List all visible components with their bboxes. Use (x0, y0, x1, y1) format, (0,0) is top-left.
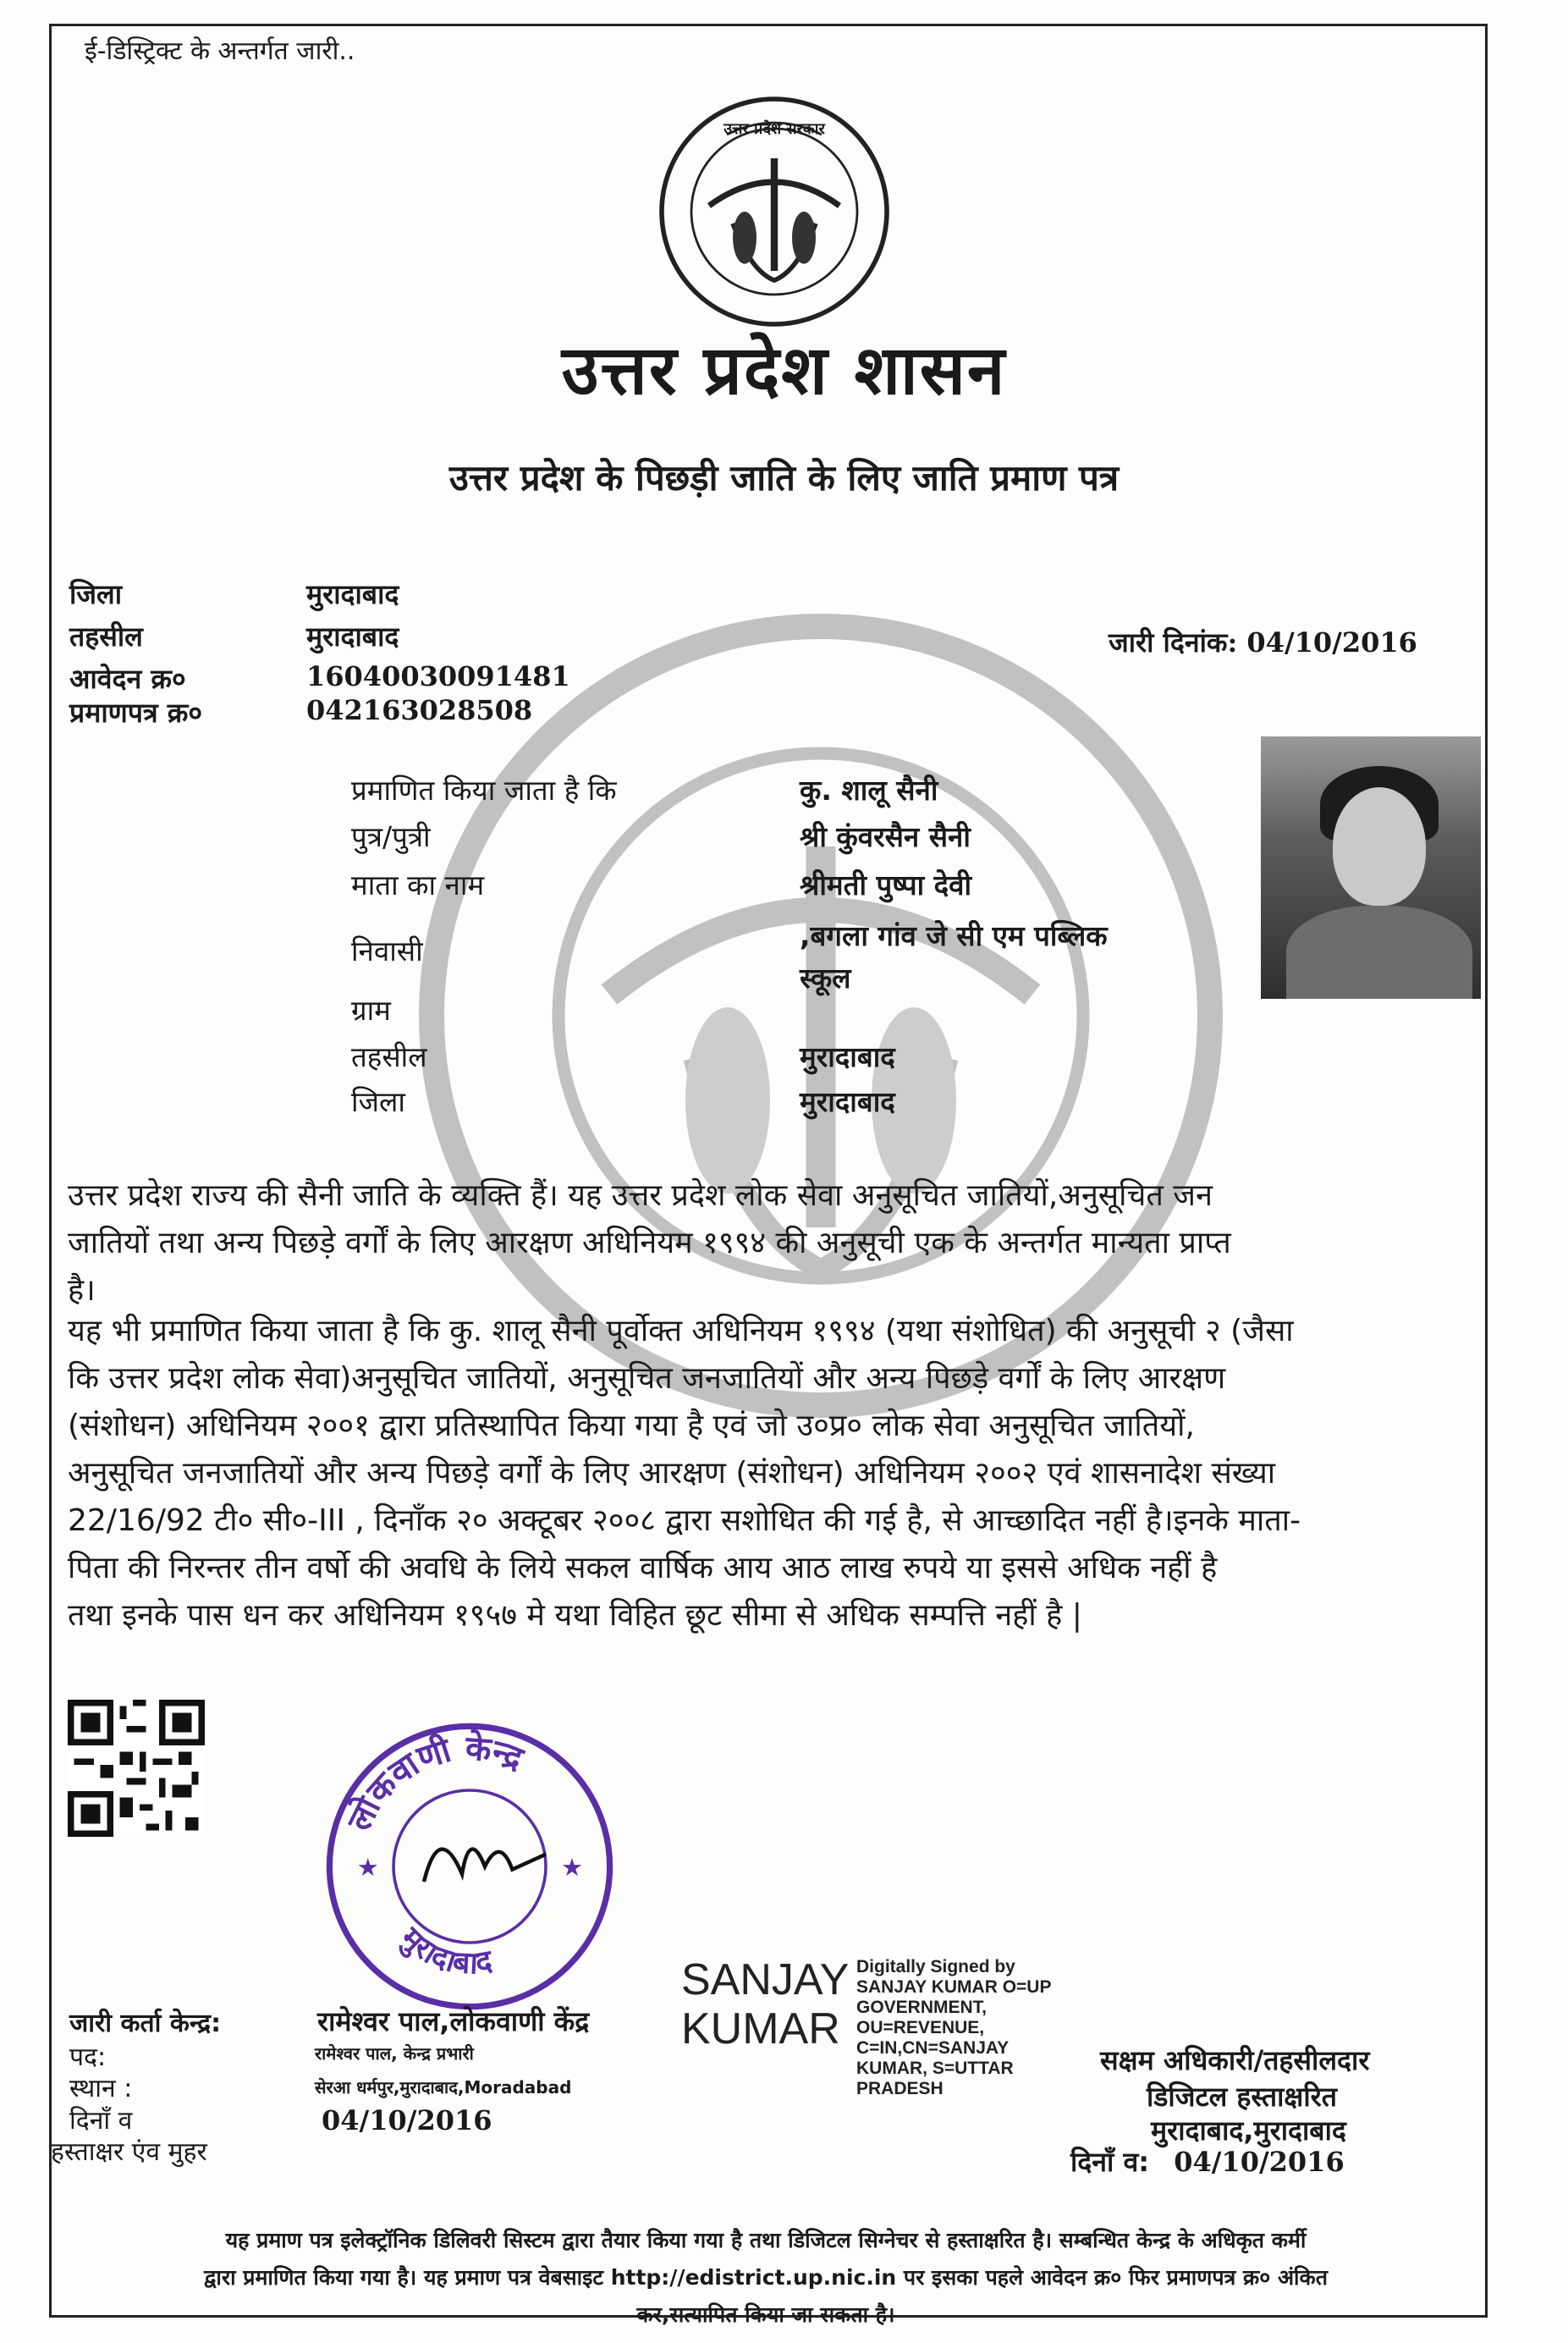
stamp-bottom-text: मुरादाबाद (393, 1921, 495, 1982)
issue-date-label: जारी दिनांक: (1109, 626, 1238, 659)
district-label: जिला (69, 578, 123, 610)
mother-name: श्रीमती पुष्पा देवी (800, 868, 972, 901)
eligibility-line-6: पिता की निरन्तर तीन वर्षो की अवधि के लिये सकल वार्षिक आय आठ लाख रुपये या इससे अधिक नहीं है (68, 1551, 1218, 1585)
document-title: उत्तर प्रदेश शासन (561, 331, 1007, 410)
issuer-post-value: रामेश्वर पाल, केन्द्र प्रभारी (315, 2043, 474, 2064)
svg-text:लोकवाणी केन्द्र (338, 1728, 530, 1838)
authority-date-value: 04/10/2016 (1174, 2146, 1345, 2178)
caste-statement-line-2: जातियों तथा अन्य पिछड़े वर्गों के लिए आरक्षण अधिनियम १९९४ की अनुसूची एक के अन्तर्गत मान्यता प्राप्त (68, 1226, 1231, 1260)
issue-date-value: 04/10/2016 (1246, 626, 1417, 659)
svg-text:★: ★ (356, 1852, 379, 1882)
digital-signature-line: KUMAR, S=UTTAR (856, 2059, 1014, 2078)
eligibility-line-7: तथा इनके पास धन कर अधिनियम १९५७ मे यथा विहित छूट सीमा से अधिक सम्पत्ति नहीं है | (68, 1598, 1082, 1633)
eligibility-line-4: अनुसूचित जनजातियों और अन्य पिछड़े वर्गों के लिए आरक्षण (संशोधन) अधिनियम २००२ एवं शासनादेश संख्या (68, 1456, 1276, 1491)
eligibility-line-3: (संशोधन) अधिनियम २००१ द्वारा प्रतिस्थापित किया गया है एवं जो उ०प्र० लोक सेवा अनुसूचित जातियों, (68, 1409, 1195, 1443)
electronic-delivery-note (68, 2222, 1464, 2334)
resident-label: निवासी (351, 934, 423, 968)
authority-designation: सक्षम अधिकारी/तहसीलदार (1100, 2044, 1370, 2076)
svg-text:★: ★ (561, 1852, 583, 1882)
document-subtitle: उत्तर प्रदेश के पिछड़ी जाति के लिए जाति प्रमाण पत्र (448, 457, 1120, 499)
tehsil-label: तहसील (69, 620, 143, 653)
detail-tehsil-label: तहसील (351, 1040, 427, 1073)
digital-signature-line: Digitally Signed by (856, 1957, 1015, 1976)
authority-date-label: दिनाँ व: (1070, 2146, 1150, 2178)
district-value: मुरादाबाद (306, 578, 399, 610)
certified-label: प्रमाणित किया जाता है कि (351, 774, 617, 807)
applicant-photo (1261, 736, 1481, 999)
caste-statement-line-3: है। (68, 1273, 96, 1308)
detail-tehsil-value: मुरादाबाद (800, 1040, 895, 1073)
digital-signature-line: PRADESH (856, 2079, 944, 2098)
caste-statement-paragraph (68, 1172, 1455, 1315)
digital-signer-name (681, 1955, 849, 2054)
digital-signature-line: OU=REVENUE, (856, 2018, 985, 2037)
authority-digital-signed: डिजिटल हस्ताक्षरित (1147, 2081, 1337, 2113)
issuer-signature-label: हस्ताक्षर एंव मुहर (51, 2137, 207, 2167)
eligibility-paragraph (68, 1308, 1455, 1640)
issuer-center-value: रामेश्वर पाल,लोकवाणी केंद्र (317, 2005, 590, 2037)
applicant-name: कु. शालू सैनी (800, 774, 938, 807)
detail-district-label: जिला (351, 1085, 405, 1118)
village-label: ग्राम (351, 994, 391, 1027)
caste-statement-line-1: उत्तर प्रदेश राज्य की सैनी जाति के व्यक्ति हैं। यह उत्तर प्रदेश लोक सेवा अनुसूचित जातियों,अनुसूचित जन (68, 1178, 1213, 1213)
digital-signature-line: C=IN,CN=SANJAY (856, 2038, 1010, 2058)
detail-district-value: मुरादाबाद (800, 1085, 895, 1118)
footer-note-line: द्वारा प्रमाणित किया गया है। यह प्रमाण पत्र वेबसाइट http://edistrict.up.nic.in पर इसका पहले आवेदन क्र० फिर प्रमाणपत्र क्र० अंकित (204, 2265, 1328, 2290)
mother-label: माता का नाम (351, 868, 485, 901)
header-note: ई-डिस्ट्रिक्ट के अन्तर्गत जारी.. (85, 36, 355, 66)
father-name: श्री कुंवरसैन सैनी (800, 820, 971, 853)
authority-date (1070, 2143, 1345, 2180)
certificate-number-value: 042163028508 (306, 694, 533, 726)
issuer-place-label: स्थान : (69, 2074, 133, 2103)
digital-signature-line: SANJAY KUMAR O=UP (856, 1977, 1052, 1997)
digital-signer-name-line1: SANJAY (681, 1955, 850, 2004)
eligibility-line-1: यह भी प्रमाणित किया जाता है कि कु. शालू सैनी पूर्वोक्त अधिनियम १९९४ (यथा संशोधित) की अनुसूची २ (जैसा (68, 1314, 1294, 1348)
application-number-value: 16040030091481 (306, 660, 570, 692)
child-of-label: पुत्र/पुत्री (351, 820, 431, 853)
digital-signer-name-line2: KUMAR (681, 2004, 840, 2054)
footer-note-line: यह प्रमाण पत्र इलेक्ट्रॉनिक डिलिवरी सिस्टम द्वारा तैयार किया गया है तथा डिजिटल सिग्नेचर से हस्ताक्षरित है। सम्बन्धित केन्द्र के अधिकृत कर्मी (225, 2228, 1307, 2252)
lokvani-kendra-stamp (317, 1714, 622, 2019)
resident-value-line2: स्कूल (800, 962, 851, 995)
issuer-date-label: दिनाँ व (69, 2106, 133, 2136)
authority-location: मुरादाबाद,मुरादाबाद (1151, 2114, 1346, 2147)
eligibility-line-5: 22/16/92 टी० सी०-III , दिनाँक २० अक्टूबर २००८ द्वारा सशोधित की गई है, से आच्छादित नहीं है।इनके माता- (68, 1503, 1301, 1538)
issuer-date-value: 04/10/2016 (322, 2104, 492, 2136)
application-number-label: आवेदन क्र० (69, 663, 186, 695)
issue-date (1109, 624, 1417, 660)
emblem-text: उत्तर प्रदेश सरकार (723, 120, 825, 138)
issuer-center-label: जारी कर्ता केन्द्र: (69, 2009, 222, 2038)
digital-signature-details (856, 1957, 1085, 2099)
digital-signature-line: GOVERNMENT, (856, 1998, 988, 2017)
stamp-top-text: लोकवाणी केन्द्र (339, 1728, 529, 1838)
footer-note-line: कर,सत्यापित किया जा सकता है। (636, 2302, 895, 2327)
qr-code-icon (68, 1700, 205, 1837)
certificate-number-label: प्रमाणपत्र क्र० (69, 697, 202, 729)
eligibility-line-2: कि उत्तर प्रदेश लोक सेवा)अनुसूचित जातियों, अनुसूचित जनजातियों और अन्य पिछड़े वर्गों के लिए आरक्षण (68, 1361, 1226, 1396)
resident-value-line1: ,बगला गांव जे सी एम पब्लिक (800, 919, 1108, 952)
issuer-post-label: पद: (69, 2043, 107, 2072)
issuer-place-value: सेरआ धर्मपुर,मुरादाबाद,Moradabad (315, 2077, 572, 2098)
svg-text:मुरादाबाद (392, 1921, 496, 1982)
tehsil-value: मुरादाबाद (306, 620, 399, 653)
